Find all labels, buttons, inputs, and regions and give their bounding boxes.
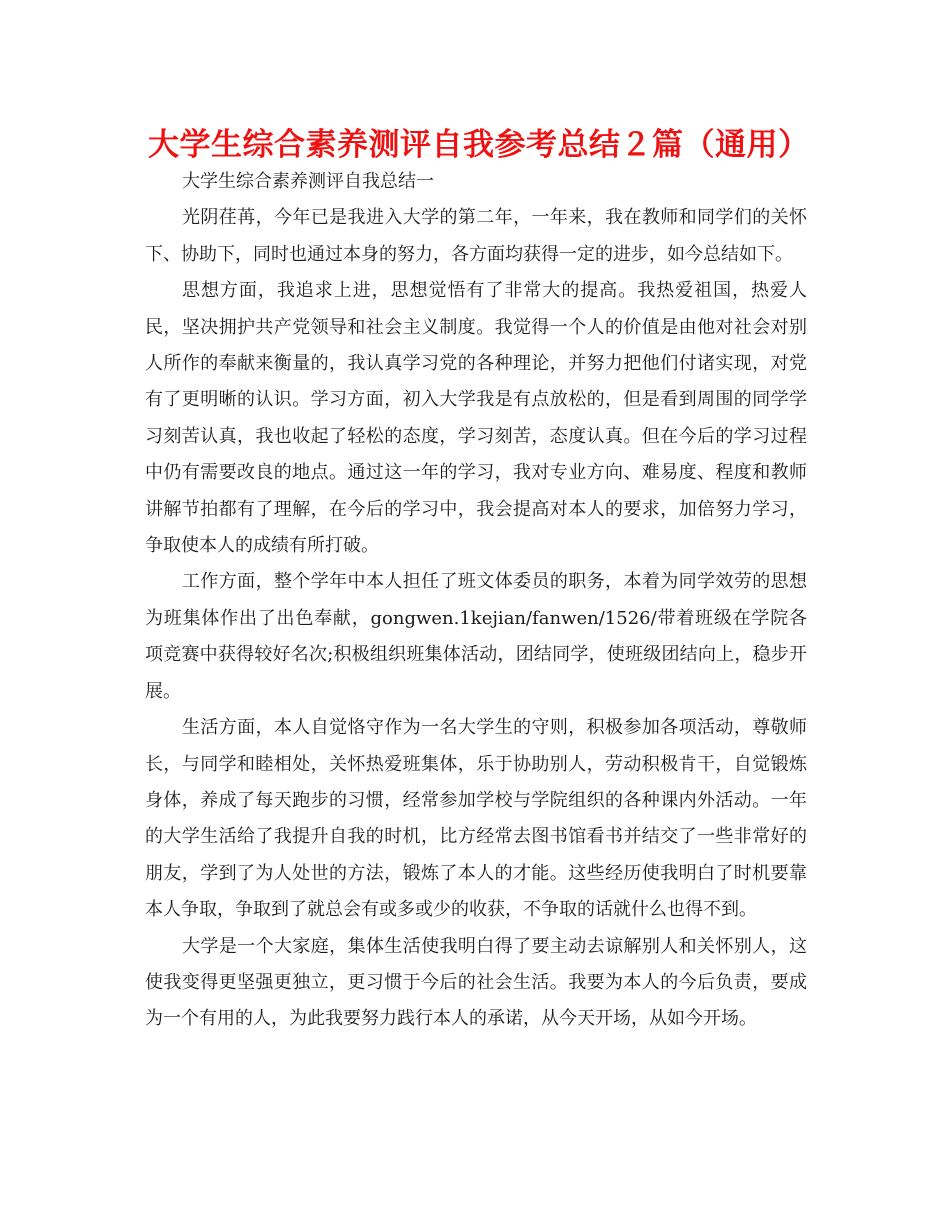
- document-body: [145, 164, 807, 1038]
- section-heading: 大学生综合素养测评自我总结一: [182, 171, 434, 192]
- paragraph-work: 工作方面，整个学年中本人担任了班文体委员的职务，本着为同学效劳的思想为班集体作出了出色奉献，gongwen.1kejian/fanwen/1526/带着班级在学院各项竞赛中获得较好名次;积极组织班集体活动，团结同学，使班级团结向上，稳步开展。: [145, 571, 807, 702]
- paragraph-life: 生活方面，本人自觉恪守作为一名大学生的守则，积极参加各项活动，尊敬师长，与同学和睦相处，关怀热爱班集体，乐于协助别人，劳动积极肯干，自觉锻炼身体，养成了每天跑步的习惯，经常参加学校与学院组织的各种课内外活动。一年的大学生活给了我提升自我的时机，比方经常去图书馆看书并结交了一些非常好的朋友，学到了为人处世的方法，锻炼了本人的才能。这些经历使我明白了时机要靠本人争取，争取到了就总会有或多或少的收获，不争取的话就什么也得不到。: [145, 717, 807, 921]
- paragraph-thought-study: 思想方面，我追求上进，思想觉悟有了非常大的提高。我热爱祖国，热爱人民，坚决拥护共产党领导和社会主义制度。我觉得一个人的价值是由他对社会对别人所作的奉献来衡量的，我认真学习党的各种理论，并努力把他们付诸实现，对党有了更明晰的认识。学习方面，初入大学我是有点放松的，但是看到周围的同学学习刻苦认真，我也收起了轻松的态度，学习刻苦，态度认真。但在今后的学习过程中仍有需要改良的地点。通过这一年的学习，我对专业方向、难易度、程度和教师讲解节拍都有了理解，在今后的学习中，我会提高对本人的要求，加倍努力学习，争取使本人的成绩有所打破。: [145, 280, 807, 557]
- paragraph-intro: 光阴荏苒，今年已是我进入大学的第二年，一年来，我在教师和同学们的关怀下、协助下，同时也通过本身的努力，各方面均获得一定的进步，如今总结如下。: [145, 207, 807, 265]
- document-title: 大学生综合素养测评自我参考总结２篇（通用）: [148, 127, 810, 163]
- paragraph-conclusion: 大学是一个大家庭，集体生活使我明白得了要主动去谅解别人和关怀别人，这使我变得更坚强更独立，更习惯于今后的社会生活。我要为本人的今后负责，要成为一个有用的人，为此我要努力践行本人的承诺，从今天开场，从如今开场。: [145, 935, 807, 1030]
